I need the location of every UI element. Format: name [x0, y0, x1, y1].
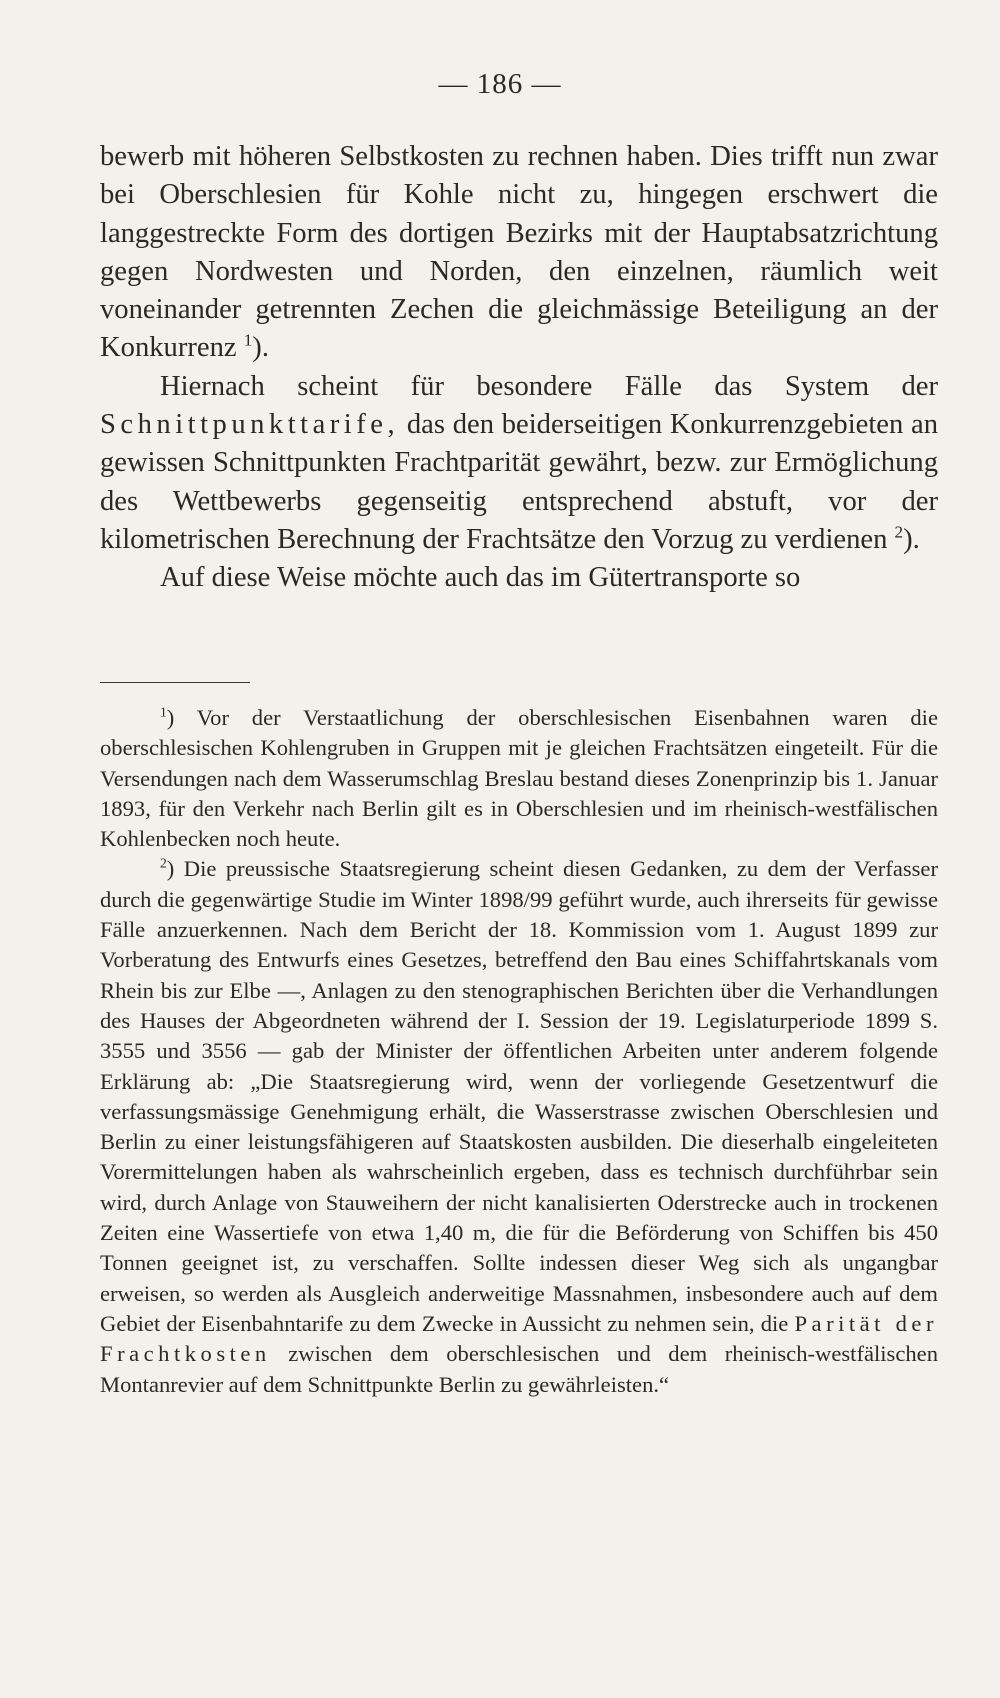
footnote-2	[100, 854, 938, 1399]
paragraph-2-end: ).	[903, 523, 920, 555]
footnote-1-paren: )	[166, 705, 175, 730]
footnote-divider	[100, 682, 250, 683]
paragraph-2-text-a: Hiernach scheint für besondere Fälle das System der	[160, 370, 938, 402]
footnote-1-mark: 1	[160, 704, 167, 720]
footnote-ref-2: 2	[894, 522, 904, 542]
paragraph-3-text: Auf diese Weise möchte auch das im Gütertransporte so	[160, 562, 801, 594]
footnote-2-text-b: zwischen dem oberschlesischen und dem rheinisch-westfälischen Montanrevier auf dem Schnittpunkte Berlin zu gewährleisten.“	[100, 1341, 938, 1397]
main-text	[100, 138, 938, 598]
paragraph-1-text: bewerb mit höheren Selbstkosten zu rechnen haben. Dies trifft nun zwar bei Oberschlesien für Kohle nicht zu, hingegen erschwert die langgestreckte Form des dortigen Bezirks mit der Hauptabsatzrichtung gegen Nordwesten und Norden, den einzelnen, räumlich weit voneinander getrennten Zechen die gleichmässige Beteiligung an der Konkurrenz	[100, 141, 938, 364]
paragraph-1-end: ).	[252, 332, 269, 364]
footnote-2-paren: )	[166, 856, 175, 882]
footnote-2-mark: 2	[160, 855, 167, 871]
emphasis-schnittpunkttarife: Schnittpunkttarife,	[100, 409, 400, 441]
footnote-2-text-a: Die preussische Staatsregierung scheint diesen Gedanken, zu dem der Verfasser durch die gegenwärtige Studie im Winter 1898/99 geführt wurde, auch ihrerseits für gewisse Fälle anzuerkennen. Nach dem Bericht der 18. Kommission vom 1. August 1899 zur Vorberatung des Entwurfs eines Gesetzes, betreffend den Bau eines Schiffahrtskanals vom Rhein bis zur Elbe —, Anlagen zu den stenographischen Berichten über die Verhandlungen des Hauses der Abgeordneten während der I. Session der 19. Legislaturperiode 1899 S. 3555 und 3556 — gab der Minister der öffentlichen Arbeiten unter anderem folgende Erklärung ab: „Die Staatsregierung wird, wenn der vorliegende Gesetzentwurf die verfassungsmässige Genehmigung erhält, die Wasserstrasse zwischen Oberschlesien und Berlin zu einer leistungsfähigeren auf Staatskosten ausbilden. Die dieserhalb eingeleiteten Vorermittelungen haben als wahrscheinlich ergeben, dass es technisch durchführbar sein wird, durch Anlage von Stauweihern der nicht kanalisierten Oderstrecke auch in trockenen Zeiten eine Wassertiefe von etwa 1,40 m, die für die Beförderung von Schiffen bis 450 Tonnen geeignet ist, zu verschaffen. Sollte indessen dieser Weg sich als ungangbar erweisen, so werden als Ausgleich anderweitige Massnahmen, insbesondere auch auf dem Gebiet der Eisenbahntarife zu dem Zwecke in Aussicht zu nehmen sein, die	[100, 856, 938, 1336]
paragraph-3	[100, 559, 938, 597]
page-number: — 186 —	[438, 68, 562, 100]
footnotes	[100, 703, 938, 1400]
footnote-1	[100, 703, 938, 854]
paragraph-2-text-b: das den beiderseitigen Konkurrenzgebieten an gewissen Schnittpunkten Frachtparität gewährt, bezw. zur Ermöglichung des Wettbewerbs gegenseitig entsprechend abstuft, vor der kilometrischen Berechnung der Frachtsätze den Vorzug zu verdienen	[100, 409, 938, 555]
footnote-ref-1: 1	[243, 330, 253, 350]
footnote-1-text: Vor der Verstaatlichung der oberschlesischen Eisenbahnen waren die oberschlesischen Kohlengruben in Gruppen mit je gleichen Frachtsätzen eingeteilt. Für die Versendungen nach dem Wasserumschlag Breslau bestand dieses Zonenprinzip bis 1. Januar 1893, für den Verkehr nach Berlin gilt es in Oberschlesien und im rheinisch-westfälischen Kohlenbecken noch heute.	[100, 705, 938, 852]
paragraph-2	[100, 368, 938, 559]
emphasis-paritaet: Parität der Frachtkosten	[100, 1310, 938, 1367]
paragraph-1	[100, 138, 938, 368]
